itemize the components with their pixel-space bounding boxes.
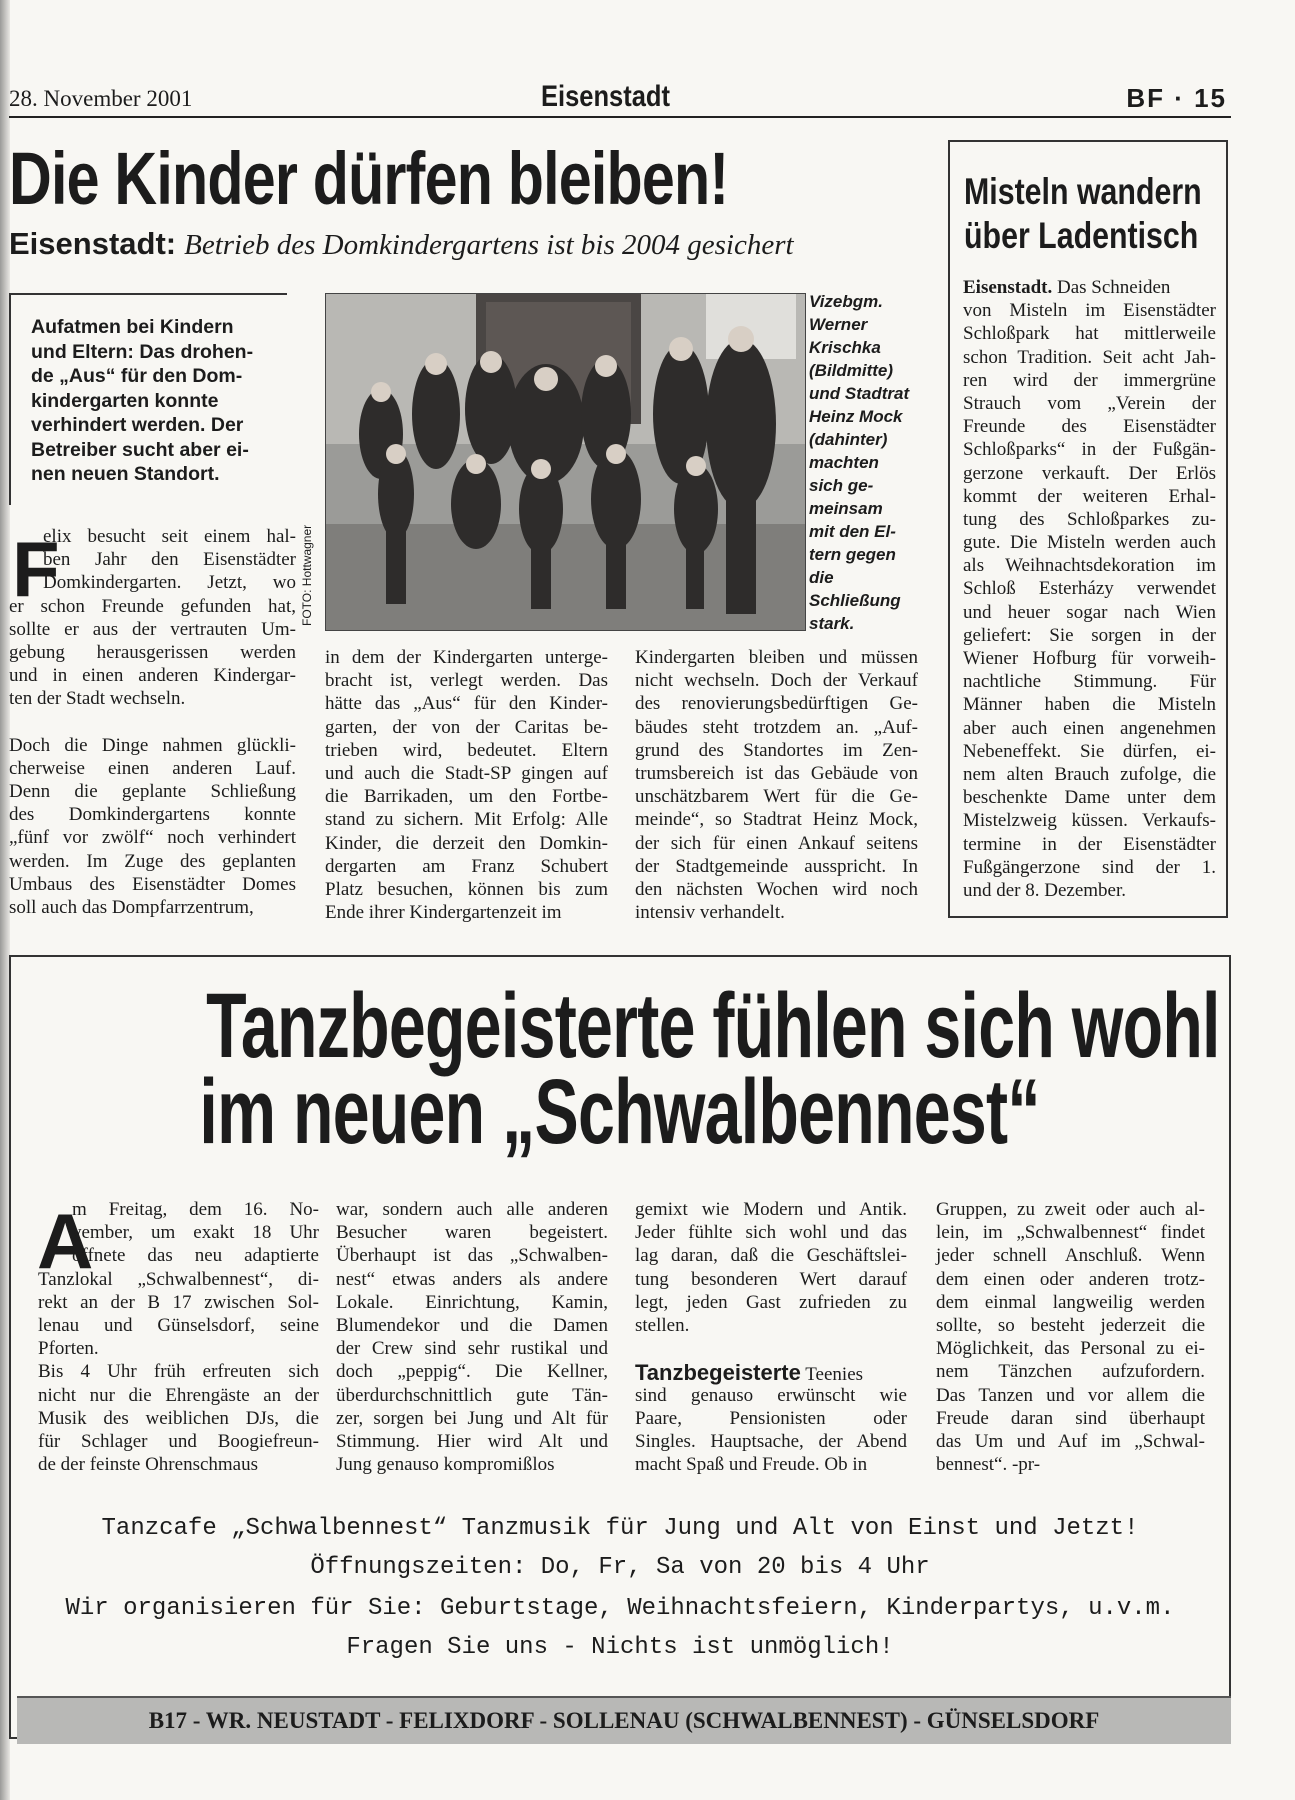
text-line: tung des Schloßparkes zu- (963, 508, 1216, 530)
advertorial-column-4 (936, 1198, 1205, 1476)
text-line: Singles. Hauptsache, der Abend (635, 1430, 907, 1452)
lead-word: Eisenstadt. (963, 277, 1053, 298)
text-line: und heuer sogar nach Wien (963, 601, 1216, 623)
text-line: lein, im „Schwalbennest“ findet (936, 1222, 1205, 1244)
teaser-line: kindergarten konnte (31, 389, 219, 412)
text-line: überdurchschnittlich gute Tän- (336, 1384, 608, 1406)
teaser-box (9, 293, 287, 505)
text-line: Stimmung. Hier wird Alt und (336, 1430, 608, 1452)
sidebar-headline (964, 170, 1202, 258)
text-line: bennest“. -pr- (936, 1454, 1041, 1476)
inline-subheading: Tanzbegeisterte (635, 1360, 801, 1386)
text-line: soll auch das Dompfarrzentrum, (9, 897, 254, 918)
text-line: bäudes steht trotzdem an. „Auf- (635, 716, 918, 738)
text-line (635, 1360, 907, 1386)
text-line: der Crew sind sehr rustikal und (336, 1338, 608, 1360)
text-line: Schloß Esterházy verwendet (963, 578, 1216, 600)
text-line: nem alten Brauch zufolge, die (963, 763, 1216, 785)
caption-line: Schließung (809, 591, 901, 610)
subtitle-kicker: Eisenstadt: (9, 226, 177, 261)
caption-line: Vizebgm. (809, 292, 883, 311)
text-line: und in einen anderen Kindergar- (9, 665, 296, 687)
text-line: schon Tradition. Seit acht Jah- (963, 346, 1216, 368)
drop-cap: A (37, 1197, 94, 1285)
text-line: nachtliche Stimmung. Für (963, 671, 1216, 693)
text-line: beschenkte Dame unter dem (963, 787, 1216, 809)
text-line: dem einmal langweilig werden (936, 1291, 1205, 1313)
text-line: m Freitag, dem 16. No- (72, 1199, 319, 1220)
advertorial-column-2 (336, 1198, 608, 1476)
text-line: gemixt wie Modern und Antik. (635, 1199, 907, 1220)
text-line: meinde“, so Stadtrat Heinz Mock, (635, 809, 918, 831)
text-line: den nächsten Wochen wird noch (635, 878, 918, 900)
advertorial-headline-line-1 (9, 975, 1231, 1077)
teaser-line: de „Aus“ für den Dom- (31, 365, 243, 387)
caption-line: Krischka (809, 338, 881, 357)
issue-date: 28. November 2001 (9, 86, 193, 111)
section-title: Eisenstadt (541, 80, 670, 113)
text-line: nicht wechseln. Doch der Verkauf (635, 670, 918, 692)
text-line: kommt der weiteren Erhal- (963, 485, 1216, 507)
sidebar-article-body (963, 276, 1216, 902)
text-line: werden. Im Zuge des geplanten (9, 850, 296, 872)
text-line: termine in der Eisenstädter (963, 833, 1216, 855)
teaser-line: verhindert werden. Der (31, 414, 244, 436)
article-column-2 (325, 646, 608, 924)
text-line: Mistelzweig küssen. Verkaufs- (963, 810, 1216, 832)
text-line: öffnete das neu adaptierte (72, 1245, 319, 1267)
text-line: Jung genauso kompromißlos (336, 1454, 555, 1476)
text-line: und auch die Stadt-SP gingen auf (325, 762, 608, 784)
text-line: stand zu sichern. Mit Erfolg: Alle (325, 809, 608, 831)
text-line: die Barrikaden, um den Fortbe- (325, 786, 608, 808)
teaser-line: nen neuen Standort. (31, 463, 220, 485)
text-line: nicht nur die Ehrengäste an der (38, 1384, 319, 1406)
text-line: Doch die Dinge nahmen glückli- (9, 734, 296, 756)
caption-line: stark. (809, 614, 855, 633)
route-bar: B17 - WR. NEUSTADT - FELIXDORF - SOLLENAU (SCHWALBENNEST) - GÜNSELSDORF (17, 1696, 1231, 1744)
caption-line: (Bildmitte) (809, 361, 894, 380)
text-line: „fünf vor zwölf“ noch verhindert (9, 827, 296, 849)
text-line: sind genauso erwünscht wie (635, 1384, 907, 1406)
caption-line: und Stadtrat (809, 384, 910, 403)
text-line: stellen. (635, 1314, 690, 1336)
text-line: grund des Standortes im Zen- (635, 739, 918, 761)
text-line: Denn die geplante Schließung (9, 781, 296, 803)
text-line: hätte das „Aus“ für den Kinder- (325, 693, 608, 715)
text-line: Überhaupt ist das „Schwalben- (336, 1245, 608, 1267)
text-line: Domkindergarten. Jetzt, wo (43, 572, 296, 594)
text-line: elix besucht seit einem hal- (43, 526, 296, 547)
photo-image (326, 294, 805, 630)
text-line: gute. Die Misteln werden auch (963, 532, 1216, 554)
text-line: ren wird der immergrüne (963, 369, 1216, 391)
advertorial-column-3 (635, 1198, 907, 1476)
text-line: nem Tänzchen aufzufordern. (936, 1361, 1205, 1383)
text-line: Tanzlokal „Schwalbennest“, di- (38, 1268, 319, 1290)
group-photo (325, 293, 806, 631)
text-line: Kindergarten bleiben und müssen (635, 647, 918, 668)
text-line: bracht ist, verlegt werden. Das (325, 670, 608, 692)
text-line: und der 8. Dezember. (963, 879, 1127, 901)
text-line: Gruppen, zu zweit oder auch al- (936, 1199, 1205, 1220)
text-line: de der feinste Ohrenschmaus (38, 1454, 259, 1476)
sidebar-headline-line: über Ladentisch (964, 215, 1199, 256)
text-line: Bis 4 Uhr früh erfreuten sich (38, 1361, 319, 1383)
ad-line: Wir organisieren für Sie: Geburtstage, Weihnachtsfeiern, Kinderpartys, u.v.m. (65, 1595, 1175, 1622)
photo-credit: FOTO: Hottwagner (300, 524, 314, 626)
headline-text: Tanzbegeisterte fühlen sich wohl (206, 975, 1220, 1077)
text-line: Musik des weiblichen DJs, die (38, 1407, 319, 1429)
text-span: Das Schneiden (1052, 277, 1171, 298)
text-line: jeder schnell Anschluß. Wenn (936, 1245, 1205, 1267)
text-line: macht Spaß und Freude. Ob in (635, 1454, 868, 1476)
text-line: des Domkindergartens konnte (9, 804, 296, 826)
text-line: legt, jeden Gast zufrieden zu (635, 1291, 907, 1313)
text-line: Schloßpark hat mittlerweile (963, 323, 1216, 345)
text-line: Paare, Pensionisten oder (635, 1407, 907, 1429)
text-line: doch „peppig“. Die Kellner, (336, 1361, 608, 1383)
text-line: Schloßparks“ in der Fußgän- (963, 439, 1216, 461)
text-line: Jeder fühlte sich wohl und das (635, 1222, 907, 1244)
text-line: Freude daran sind überhaupt (936, 1407, 1205, 1429)
text-line: Nebeneffekt. Sie dürfen, ei- (963, 740, 1216, 762)
headline-text: im neuen „Schwalbennest“ (199, 1061, 1041, 1163)
page-number: BF · 15 (1126, 83, 1227, 113)
subtitle-text: Betrieb des Domkindergartens ist bis 2004 gesichert (184, 229, 794, 261)
text-line: Pforten. (38, 1338, 99, 1360)
text-line: zer, sorgen bei Jung und Alt für (336, 1407, 608, 1429)
text-line: nest“ etwas anders als andere (336, 1268, 608, 1290)
caption-line: sich ge- (809, 476, 874, 495)
text-line: trumsbereich ist das Gebäude von (635, 762, 918, 784)
article-column-3 (635, 646, 918, 924)
text-line: Ende ihrer Kindergartenzeit im (325, 902, 562, 924)
caption-line: (dahinter) (809, 430, 888, 449)
article-column-1 (9, 525, 296, 919)
text-line: Besucher waren begeistert. (336, 1222, 608, 1244)
text-line: das Um und Auf im „Schwal- (936, 1430, 1205, 1452)
caption-line: die (809, 568, 834, 587)
text-line: Platz besuchen, können bis zum (325, 878, 608, 900)
text-line: unschätzbarem Wert für die Ge- (635, 786, 918, 808)
ad-line: Fragen Sie uns - Nichts ist unmöglich! (346, 1634, 894, 1661)
caption-line: mit den El- (809, 522, 896, 541)
text-line: cherweise einen anderen Lauf. (9, 757, 296, 779)
text-line: rekt an der B 17 zwischen Sol- (38, 1291, 319, 1313)
teaser-line: Betreiber sucht aber ei- (31, 438, 249, 461)
text-line: Fußgängerzone sind der 1. (963, 856, 1216, 878)
article-subtitle (9, 226, 794, 262)
text-line: der sich für einen Ankauf seitens (635, 832, 918, 854)
text-line: gebung herausgerissen werden (9, 641, 296, 663)
text-line: Kinder, die derzeit den Domkin- (325, 832, 608, 854)
text-line: sollte er aus der vertrauten Um- (9, 618, 296, 640)
text-line: ben Jahr den Eisenstädter (43, 549, 296, 571)
text-line: des renovierungsbedürftigen Ge- (635, 693, 918, 715)
text-line: Blumendekor und die Damen (336, 1314, 608, 1336)
advertorial-column-1 (38, 1198, 319, 1476)
text-line: lag daran, daß die Geschäftslei- (635, 1245, 907, 1267)
sidebar-headline-line: Misteln wandern (964, 171, 1202, 212)
text-span: Teenies (800, 1364, 864, 1386)
text-line: dem einen oder anderen trotz- (936, 1268, 1205, 1290)
caption-line: machten (809, 453, 879, 472)
photo-caption (809, 290, 921, 635)
text-line: ten der Stadt wechseln. (9, 688, 186, 710)
text-line: Wiener Hofburg für vorweih- (963, 648, 1216, 669)
text-line: Lokale. Einrichtung, Kamin, (336, 1291, 608, 1313)
caption-line: Werner (809, 315, 868, 334)
paragraph-gap (635, 1337, 907, 1360)
drop-cap: F (12, 525, 60, 613)
caption-line: meinsam (809, 499, 883, 518)
text-line (963, 276, 1216, 299)
text-line: sollte, so besteht jederzeit die (936, 1314, 1205, 1336)
text-line: lenau und Günselsdorf, seine (38, 1314, 319, 1336)
text-line: Freunde des Eisenstädter (963, 416, 1216, 438)
text-line: garten, der von der Caritas be- (325, 716, 608, 738)
paragraph-gap (9, 711, 296, 734)
header-rule (9, 116, 1231, 118)
text-line: der Stadtgemeinde ausspricht. In (635, 855, 918, 877)
text-line: Umbaus des Eisenstädter Domes (9, 873, 296, 895)
text-line: gerzone verkauft. Der Erlös (963, 462, 1216, 484)
text-line: von Misteln im Eisenstädter (963, 300, 1216, 322)
text-line: tung besonderen Wert darauf (635, 1268, 907, 1290)
text-line: als Weihnachtsdekoration im (963, 555, 1216, 577)
text-line: für Schlager und Boogiefreun- (38, 1430, 319, 1452)
text-line: intensiv verhandelt. (635, 902, 785, 924)
text-line: in dem der Kindergarten unterge- (325, 647, 608, 668)
text-line: vember, um exakt 18 Uhr (72, 1222, 319, 1244)
text-line: Möglichkeit, das Personal zu ei- (936, 1338, 1205, 1360)
caption-line: Heinz Mock (809, 407, 903, 426)
text-line: er schon Freunde gefunden hat, (9, 595, 296, 617)
ad-line: Öffnungszeiten: Do, Fr, Sa von 20 bis 4 Uhr (310, 1554, 930, 1581)
article-headline: Die Kinder dürfen bleiben! (9, 137, 729, 220)
text-line: aber auch einen angenehmen (963, 717, 1216, 739)
text-line: geliefert: Sie sorgen in der (963, 624, 1216, 646)
text-line: trieben wird, bedeutet. Eltern (325, 739, 608, 761)
teaser-line: Aufatmen bei Kindern (31, 316, 234, 338)
caption-line: tern gegen (809, 545, 896, 564)
text-line: Das Tanzen und vor allem die (936, 1384, 1205, 1406)
text-line: dergarten am Franz Schubert (325, 855, 608, 877)
text-line: Männer haben die Misteln (963, 694, 1216, 716)
ad-line: Tanzcafe „Schwalbennest“ Tanzmusik für Jung und Alt von Einst und Jetzt! (101, 1515, 1139, 1542)
text-line: Strauch vom „Verein der (963, 392, 1216, 414)
advertorial-headline-line-2 (9, 1061, 1231, 1163)
text-line: war, sondern auch alle anderen (336, 1199, 608, 1220)
teaser-line: und Eltern: Das drohen- (31, 340, 254, 363)
